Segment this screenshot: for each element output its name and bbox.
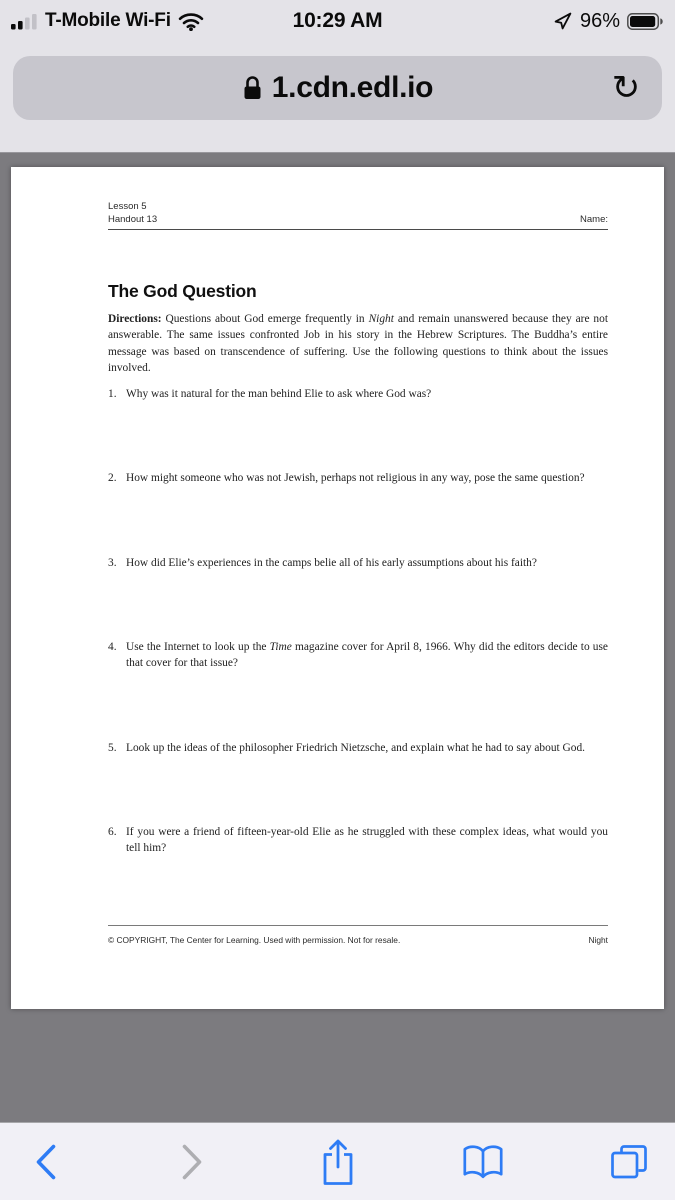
- question-number: 4.: [108, 641, 117, 654]
- status-bar: [0, 0, 675, 42]
- battery-percent: 96%: [579, 9, 620, 32]
- back-button[interactable]: [20, 1132, 72, 1192]
- wifi-icon: [178, 12, 204, 31]
- back-chevron-icon: [34, 1143, 58, 1181]
- footer-book-title: Night: [588, 934, 608, 945]
- question-item: [108, 386, 608, 402]
- forward-chevron-icon: [180, 1143, 204, 1181]
- lesson-label: Lesson 5: [108, 201, 147, 212]
- battery-icon: [627, 13, 664, 30]
- tabs-icon: [608, 1143, 650, 1181]
- carrier-label: T-Mobile Wi-Fi: [45, 10, 171, 31]
- question-number: 2.: [108, 472, 117, 485]
- question-item: [108, 639, 608, 672]
- question-text: Look up the ideas of the philosopher Friedrich Nietzsche, and explain what he had to say about God.: [126, 741, 585, 754]
- question-number: 6.: [108, 825, 117, 838]
- lock-icon: [242, 74, 263, 102]
- question-text: Use the Internet to look up the Time magazine cover for April 8, 1966. Why did the editors decide to use that cover for that issue?: [126, 641, 608, 670]
- browser-chrome-top: [0, 0, 675, 153]
- copyright-text: © COPYRIGHT, The Center for Learning. Used with permission. Not for resale.: [108, 934, 401, 945]
- handout-header: [108, 200, 608, 230]
- status-right: [553, 10, 664, 33]
- question-number: 3.: [108, 556, 117, 569]
- question-text: How did Elie’s experiences in the camps belie all of his early assumptions about his faith?: [126, 556, 537, 569]
- question-text: How might someone who was not Jewish, perhaps not religious in any way, pose the same question?: [126, 472, 585, 485]
- question-item: [108, 470, 608, 486]
- question-number: 5.: [108, 741, 117, 754]
- question-item: [108, 555, 608, 571]
- share-icon: [319, 1137, 357, 1187]
- clock: 10:29 AM: [292, 9, 383, 32]
- document-title: The God Question: [108, 281, 257, 301]
- reload-button[interactable]: ↻: [604, 63, 648, 113]
- name-label: Name:: [580, 214, 608, 225]
- question-number: 1.: [108, 388, 117, 401]
- address-bar[interactable]: [13, 56, 662, 120]
- cellular-signal-icon: [11, 13, 38, 30]
- question-text: If you were a friend of fifteen-year-old Elie as he struggled with these complex ideas, what would you tell him?: [126, 825, 608, 855]
- status-left: [11, 10, 204, 32]
- forward-button[interactable]: [166, 1132, 218, 1192]
- document-footer: [108, 925, 608, 945]
- safari-toolbar: [0, 1122, 675, 1200]
- directions-paragraph: Directions: Questions about God emerge frequently in Night and remain unanswered because they are not answerable. The same issues confronted Job in his story in the Hebrew Scriptures. The Buddha’s entire message was based on transcendence of suffering. Use the following questions to think about the issues involved.: [108, 313, 608, 374]
- address-bar-content: [242, 71, 433, 105]
- question-item: [108, 740, 608, 756]
- book-icon: [460, 1143, 506, 1181]
- tabs-button[interactable]: [603, 1132, 655, 1192]
- web-content-viewport[interactable]: [0, 154, 675, 1122]
- handout-label: Handout 13: [108, 214, 158, 225]
- location-arrow-icon: [553, 11, 573, 31]
- bookmarks-button[interactable]: [457, 1132, 509, 1192]
- question-text: Why was it natural for the man behind Elie to ask where God was?: [126, 388, 432, 401]
- share-button[interactable]: [312, 1132, 364, 1192]
- url-domain: 1.cdn.edl.io: [271, 71, 434, 104]
- pdf-page: [11, 167, 664, 1009]
- question-item: [108, 824, 608, 857]
- question-list: [108, 386, 608, 856]
